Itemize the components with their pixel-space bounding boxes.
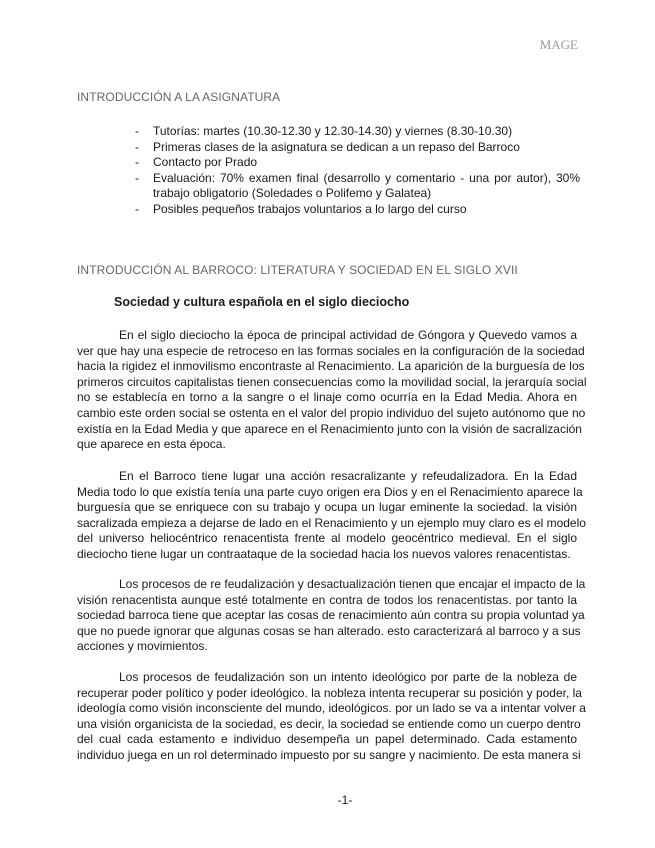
paragraph-line: primeros circuitos capitalistas tienen consecuencias como la movilidad social, la jerarquía social [77, 374, 587, 389]
paragraph-line: recuperar poder político y poder ideológico. la nobleza intenta recuperar su posición y poder, la [77, 685, 582, 700]
paragraph [77, 670, 586, 764]
paragraph-line: Los procesos de re feudalización y desactualización tienen que encajar el impacto de la [119, 577, 586, 591]
section-heading-asignatura: INTRODUCCIÓN A LA ASIGNATURA [77, 90, 281, 104]
paragraph-line: En el Barroco tiene lugar una acción resacralizante y refeudalizadora. En la Edad [119, 469, 577, 483]
paragraph [77, 469, 586, 563]
subsection-heading: Sociedad y cultura española en el siglo dieciocho [114, 295, 410, 309]
bullet-dash: - [135, 170, 139, 185]
section-heading-barroco: INTRODUCCIÓN AL BARROCO: LITERATURA Y SOCIEDAD EN EL SIGLO XVII [77, 263, 518, 277]
paragraph-line: sociedad barroca tiene que aceptar las cosas de renacimiento aún contra su propia voluntad ya [77, 608, 585, 623]
bullet-dash: - [135, 155, 139, 170]
paragraph-line: ideología como visión inconsciente del mundo, ideológicos. por un lado se va a intentar volver a [77, 701, 586, 716]
bullet-dash: - [135, 124, 139, 138]
paragraph-line: dieciocho tiene lugar un contraataque de la sociedad hacia los nuevos valores renacentistas. [77, 546, 571, 561]
paragraph-line: individuo juega en un rol determinado impuesto por su sangre y nacimiento. De esta manera si [77, 747, 581, 762]
paragraph-line: Media todo lo que existía tenía una parte cuyo origen era Dios y en el Renacimiento aparece la [77, 484, 583, 499]
paragraph-line: Los procesos de feudalización son un intento ideológico por parte de la nobleza de [119, 670, 577, 684]
bullet-text: Posibles pequeños trabajos voluntarios a lo largo del curso [153, 201, 467, 216]
paragraph-line: cambio este orden social se ostenta en el valor del propio individuo del sujeto autónomo que no [77, 405, 586, 420]
bullet-dash: - [135, 139, 139, 154]
paragraph-line: existía en la Edad Media y que aparece en el Renacimiento junto con la visión de sacralización [77, 421, 582, 436]
bullet-item [135, 140, 580, 156]
bullet-item [135, 202, 580, 218]
paragraph-line: del cual cada estamento e individuo desempeña un papel determinado. Cada estamento [77, 732, 577, 747]
paragraph-line: sacralizada empieza a dejarse de lado en el Renacimiento y un ejemplo muy claro es el modelo [77, 515, 586, 530]
paragraph-line: ver que hay una especie de retroceso en las formas sociales en la configuración de la sociedad [77, 343, 585, 358]
bullet-text: Primeras clases de la asignatura se dedican a un repaso del Barroco [153, 139, 520, 154]
paragraph [77, 577, 586, 655]
paragraph [77, 328, 587, 453]
paragraph-line: una visión organicista de la sociedad, es decir, la sociedad se entiende como un cuerpo dentro [77, 716, 581, 731]
paragraph-line: no se establecía en torno a la sangre o el linaje como ocurría en la Edad Media. Ahora en [77, 390, 577, 405]
bullet-text: Contacto por Prado [153, 155, 258, 170]
paragraph-line: que aparece en esta época. [77, 437, 226, 452]
paragraph-line: del universo heliocéntrico renacentista frente al modelo geocéntrico medieval. En el siglo [77, 531, 577, 546]
bullet-text: Tutorías: martes (10.30-12.30 y 12.30-14.30) y viernes (8.30-10.30) [153, 124, 513, 138]
paragraph-line: visión renacentista aunque esté totalmente en contra de todos los renacentistas. por tanto la [77, 592, 577, 607]
page-number: -1- [337, 793, 353, 807]
bullet-item [135, 124, 580, 140]
header-mark: MAGE [539, 37, 578, 52]
bullet-text: Evaluación: 70% examen final (desarrollo y comentario - una por autor), 30% trabajo obligatorio (Soledades o Polifemo y Galatea) [153, 170, 580, 201]
paragraph-line: burguesía que se enriquece con su trabajo y ocupa un lugar eminente la sociedad. la visión [77, 500, 577, 515]
paragraph-line: que no puede ignorar que algunas cosas se han alterado. esto caracterizará al barroco y a sus [77, 623, 581, 638]
bullet-dash: - [135, 201, 139, 216]
paragraph-line: acciones y movimientos. [77, 639, 208, 654]
bullet-item [135, 171, 580, 202]
bullet-item [135, 155, 580, 171]
paragraph-line: hacia la rigidez el inmovilismo encontraste al Renacimiento. La aparición de la burguesía de los [77, 359, 585, 374]
bullet-list [135, 124, 580, 218]
paragraph-line: En el siglo dieciocho la época de principal actividad de Góngora y Quevedo vamos a [119, 328, 577, 342]
